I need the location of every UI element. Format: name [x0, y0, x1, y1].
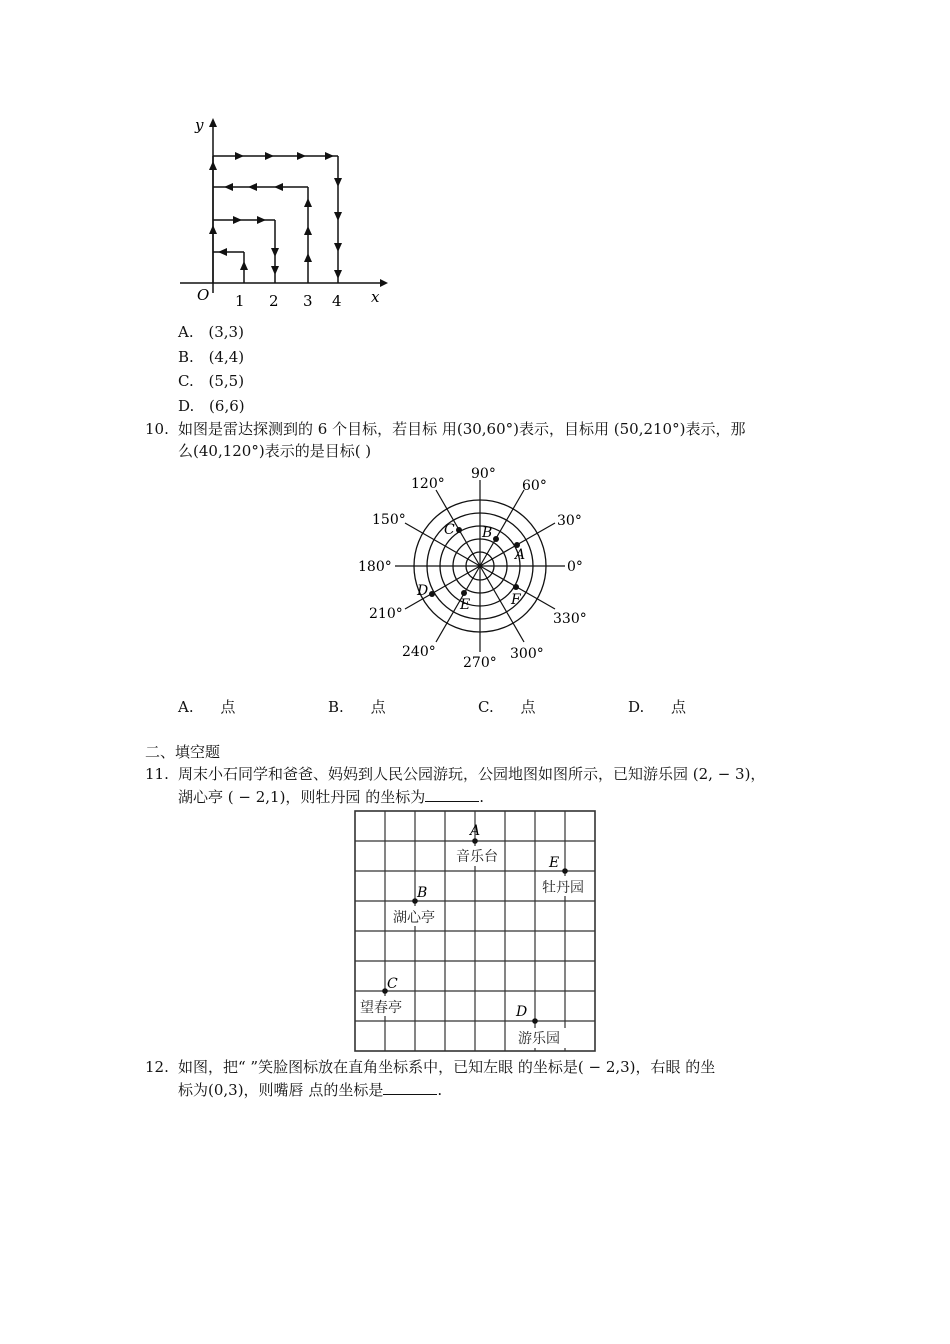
option-text: 点 — [370, 698, 386, 716]
option-letter: C. — [178, 372, 194, 390]
tick-3: 3 — [303, 292, 313, 310]
q9-option-d[interactable] — [178, 395, 245, 417]
option-text: (6,6) — [209, 397, 245, 415]
q10-number: 10. — [145, 420, 169, 438]
q12-text-line1: 如图，把“ ”笑脸图标放在直角坐标系中，已知左眼 的坐标是( − 2,3)，右眼 的坐 — [178, 1058, 716, 1076]
q10-text-line2: 么(40,120°)表示的是目标( ) — [178, 442, 372, 460]
option-letter: D. — [178, 397, 195, 415]
radar-spokes — [395, 480, 565, 652]
tick-2: 2 — [269, 292, 279, 310]
option-text: (3,3) — [208, 323, 244, 341]
angle-120: 120° — [411, 476, 445, 492]
q9-figure — [175, 110, 395, 315]
q11-line2-end: . — [479, 788, 484, 806]
option-text: 点 — [671, 698, 687, 716]
option-text: (4,4) — [208, 348, 245, 366]
q12-number: 12. — [145, 1058, 169, 1076]
map-letter-d: D — [516, 1004, 528, 1020]
x-axis-label: x — [371, 288, 380, 306]
angle-240: 240° — [402, 644, 436, 660]
tick-4: 4 — [332, 292, 342, 310]
label-music-stage: 音乐台 — [456, 849, 498, 865]
map-letter-a: A — [470, 823, 481, 839]
q10-option-d[interactable] — [628, 696, 686, 718]
q11-line2-text: 湖心亭 ( − 2,1)，则牡丹园 的坐标为 — [178, 788, 426, 806]
q10-option-b[interactable] — [328, 696, 386, 718]
q12-line2-end: . — [437, 1081, 443, 1099]
point-label-b: B — [482, 525, 493, 541]
point-label-a: A — [515, 547, 526, 563]
option-text: (5,5) — [208, 372, 245, 390]
q10-option-c[interactable] — [478, 696, 536, 718]
section-heading: 二、填空题 — [145, 743, 221, 761]
origin-label: O — [197, 286, 210, 304]
q9-option-b[interactable] — [178, 346, 244, 368]
angle-30: 30° — [557, 513, 582, 529]
q12-text-line2 — [178, 1079, 442, 1101]
angle-300: 300° — [510, 646, 544, 662]
option-letter: D. — [628, 698, 645, 716]
angle-60: 60° — [522, 478, 547, 494]
radar-point-labels — [416, 522, 525, 613]
option-letter: A. — [178, 323, 194, 341]
angle-150: 150° — [372, 512, 406, 528]
label-peony-garden: 牡丹园 — [542, 880, 584, 896]
option-letter: B. — [328, 698, 344, 716]
q10-text-line1: 如图是雷达探测到的 6 个目标，若目标 用(30,60°)表示，目标用 (50,210°)表示，那 — [178, 420, 746, 438]
radar-angle-labels — [358, 466, 587, 671]
radar-figure — [355, 462, 605, 672]
point-label-f: F — [511, 592, 521, 608]
q9-option-a[interactable] — [178, 321, 244, 343]
point-label-c: C — [444, 522, 455, 538]
park-map — [350, 806, 602, 1054]
option-letter: B. — [178, 348, 194, 366]
angle-210: 210° — [369, 606, 403, 622]
label-lake-pavilion: 湖心亭 — [393, 910, 435, 926]
angle-330: 330° — [553, 611, 587, 627]
q11-number: 11. — [145, 765, 169, 783]
y-axis-label: y — [195, 116, 204, 134]
tick-1: 1 — [235, 292, 245, 310]
point-label-d: D — [417, 583, 429, 599]
map-letter-b: B — [417, 885, 428, 901]
point-label-e: E — [460, 597, 471, 613]
angle-180: 180° — [358, 559, 392, 575]
q9-option-c[interactable] — [178, 370, 244, 392]
q12-line2-text: 标为(0,3)，则嘴唇 点的坐标是 — [178, 1081, 384, 1099]
option-letter: A. — [178, 698, 194, 716]
answer-blank[interactable] — [425, 787, 479, 802]
q11-text-line1: 周末小石同学和爸爸、妈妈到人民公园游玩，公园地图如图所示，已知游乐园 (2, − 3)， — [178, 765, 766, 783]
option-text: 点 — [220, 698, 236, 716]
q10-option-a[interactable] — [178, 696, 235, 718]
map-letter-e: E — [549, 855, 560, 871]
answer-blank[interactable] — [383, 1080, 437, 1095]
label-amusement-park: 游乐园 — [518, 1031, 560, 1047]
x-axis-arrow — [380, 279, 388, 287]
q11-text-line2 — [178, 786, 484, 808]
option-letter: C. — [478, 698, 494, 716]
y-axis-arrow — [209, 118, 217, 127]
path-segments — [213, 156, 338, 283]
map-letter-c: C — [387, 976, 398, 992]
angle-90: 90° — [471, 466, 496, 482]
option-text: 点 — [520, 698, 536, 716]
angle-270: 270° — [463, 655, 497, 671]
label-wangchun-pavilion: 望春亭 — [360, 1000, 402, 1016]
angle-0: 0° — [567, 559, 583, 575]
